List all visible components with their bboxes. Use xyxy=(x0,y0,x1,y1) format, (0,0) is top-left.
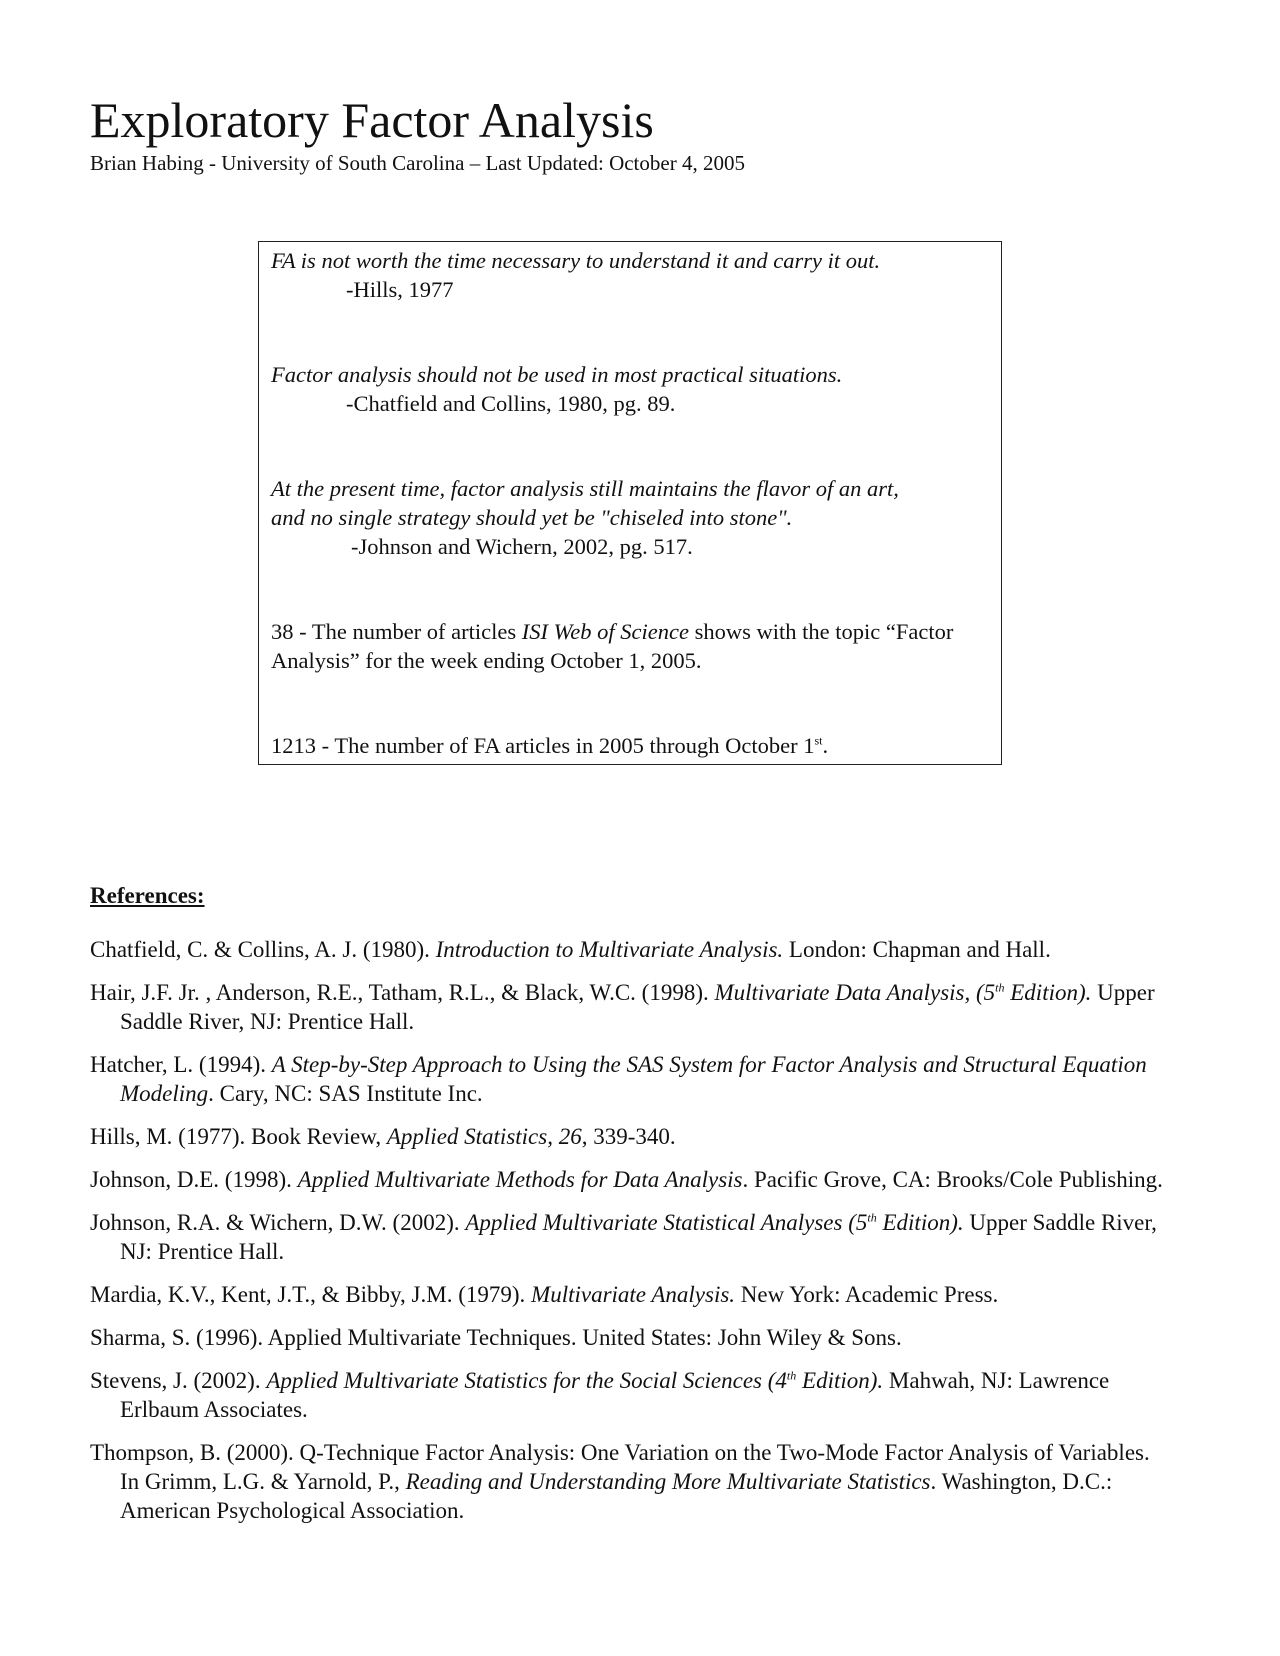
reference-item xyxy=(90,1050,1170,1108)
ref-text: Johnson, R.A. & Wichern, D.W. (2002). xyxy=(90,1210,466,1235)
quote-hills-source: -Hills, 1977 xyxy=(346,277,454,302)
reference-item xyxy=(90,1366,1170,1424)
ref-text: Stevens, J. (2002). xyxy=(90,1368,267,1393)
quote-johnson-source: -Johnson and Wichern, 2002, pg. 517. xyxy=(351,534,693,559)
ref-title: Applied Multivariate Methods for Data Analysis xyxy=(297,1167,743,1192)
reference-list xyxy=(90,935,1170,1539)
quote-chatfield-text: Factor analysis should not be used in most practical situations. xyxy=(271,362,843,387)
reference-item xyxy=(90,1165,1170,1194)
ref-title: A Step-by-Step Approach to Using the SAS System for Factor Analysis and Structural Equation Modeling xyxy=(120,1052,1147,1106)
ref-text: Thompson, B. (2000). Q-Technique Factor Analysis: One Variation on the Two-Mode Factor Analysis of Variables. In Grimm, L.G. & Yarnold, P., xyxy=(90,1440,1150,1494)
ref-text: . Cary, NC: SAS Institute Inc. xyxy=(208,1081,483,1106)
fact-weekly-articles xyxy=(271,617,989,675)
fact-yearly-post: . xyxy=(822,733,829,758)
ref-text: Sharma, S. (1996). Applied Multivariate Techniques. United States: John Wiley & Sons. xyxy=(90,1325,902,1350)
ref-sup: th xyxy=(786,1368,797,1383)
ref-text: Upper Saddle River, NJ: Prentice Hall. xyxy=(120,980,1155,1034)
ref-title: Multivariate Analysis. xyxy=(531,1282,736,1307)
fact-weekly-post: shows with the topic “Factor Analysis” for the week ending October 1, 2005. xyxy=(271,619,954,673)
ref-text: Mardia, K.V., Kent, J.T., & Bibby, J.M. (1979). xyxy=(90,1282,532,1307)
fact-weekly-pre: 38 - The number of articles xyxy=(271,619,522,644)
references-heading: References: xyxy=(90,883,205,908)
ref-text: Upper Saddle River, NJ: Prentice Hall. xyxy=(120,1210,1157,1264)
ref-text: Hatcher, L. (1994). xyxy=(90,1052,272,1077)
ref-title: Applied Multivariate Statistical Analyses (5 xyxy=(465,1210,868,1235)
ref-text: . Washington, D.C.: American Psychological Association. xyxy=(120,1469,1113,1523)
ref-title: Edition). xyxy=(796,1368,884,1393)
ref-text: Chatfield, C. & Collins, A. J. (1980). xyxy=(90,937,436,962)
ref-text: . Pacific Grove, CA: Brooks/Cole Publishing. xyxy=(742,1167,1163,1192)
fact-yearly-articles xyxy=(271,731,989,760)
ref-title: Edition). xyxy=(876,1210,964,1235)
quote-johnson-line1: At the present time, factor analysis still maintains the flavor of an art, xyxy=(271,476,899,501)
ref-title: Reading and Understanding More Multivariate Statistics xyxy=(405,1469,931,1494)
quote-hills-text: FA is not worth the time necessary to understand it and carry it out. xyxy=(271,248,881,273)
ref-text: London: Chapman and Hall. xyxy=(783,937,1051,962)
quote-johnson-line2: and no single strategy should yet be "chiseled into stone". xyxy=(271,505,793,530)
fact-yearly-pre: 1213 - The number of FA articles in 2005 through October 1 xyxy=(271,733,815,758)
ref-text: New York: Academic Press. xyxy=(735,1282,999,1307)
ref-text: Hills, M. (1977). Book Review, xyxy=(90,1124,387,1149)
ref-title: Edition). xyxy=(1004,980,1092,1005)
ref-title: Introduction to Multivariate Analysis. xyxy=(435,937,784,962)
ref-title: Applied Multivariate Statistics for the Social Sciences (4 xyxy=(266,1368,787,1393)
quote-chatfield-source: -Chatfield and Collins, 1980, pg. 89. xyxy=(346,391,676,416)
ref-title: Applied Statistics, 26 xyxy=(386,1124,582,1149)
ref-sup: th xyxy=(995,980,1005,995)
author-line: Brian Habing - University of South Carolina – Last Updated: October 4, 2005 xyxy=(90,151,745,175)
reference-item xyxy=(90,1122,1170,1151)
reference-item xyxy=(90,1438,1170,1525)
ref-text: Johnson, D.E. (1998). xyxy=(90,1167,298,1192)
reference-item xyxy=(90,935,1170,964)
reference-item xyxy=(90,1280,1170,1309)
ref-text: Mahwah, NJ: Lawrence Erlbaum Associates. xyxy=(120,1368,1110,1422)
ref-text: Hair, J.F. Jr. , Anderson, R.E., Tatham, R.L., & Black, W.C. (1998). xyxy=(90,980,715,1005)
reference-item xyxy=(90,978,1170,1036)
ref-sup: th xyxy=(867,1210,877,1225)
reference-item xyxy=(90,1323,1170,1352)
fact-weekly-source: ISI Web of Science xyxy=(521,619,689,644)
fact-yearly-sup: st xyxy=(814,733,823,748)
quote-box xyxy=(258,241,1002,765)
page-title: Exploratory Factor Analysis xyxy=(90,92,654,148)
ref-title: Multivariate Data Analysis, (5 xyxy=(714,980,996,1005)
ref-text: , 339-340. xyxy=(581,1124,676,1149)
reference-item xyxy=(90,1208,1170,1266)
